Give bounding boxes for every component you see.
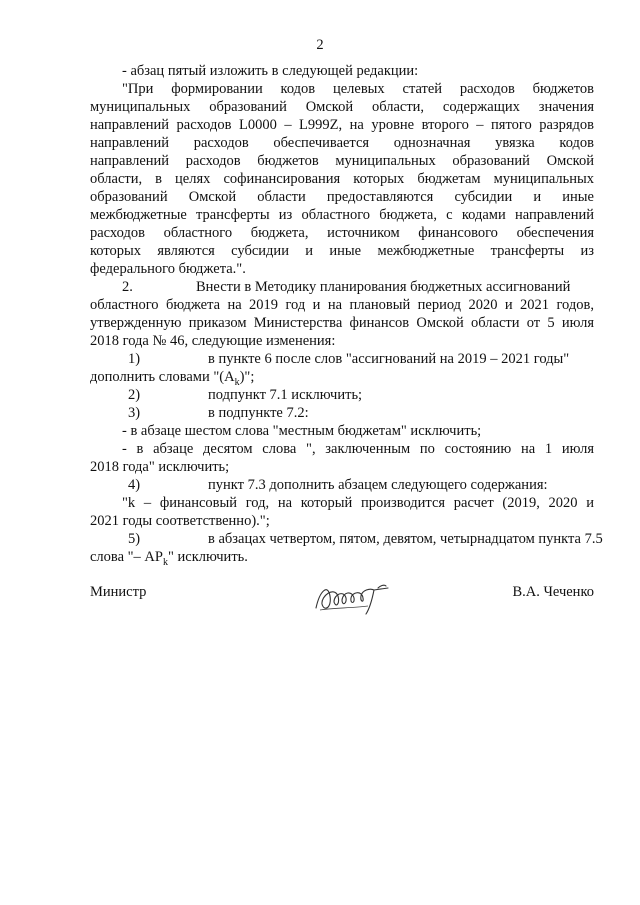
text-line: направлений расходов L0000 – L999Z, на уровне второго – пятого разрядов [90, 117, 594, 133]
text-line: 3) в подпункте 7.2: [90, 404, 594, 422]
text-line: области, в целях софинансирования которых бюджетам муниципальных [90, 171, 594, 187]
text-line: межбюджетные трансферты из областного бюджета, с кодами направлений [90, 207, 594, 223]
text-line: областного бюджета на 2019 год и на плановый период 2020 и 2021 годов, [90, 297, 594, 313]
text-line: - в абзаце десятом слова ", заключенным по состоянию на 1 июля [122, 441, 594, 457]
text-line: направлений расходов бюджетов муниципальных образований Омской [90, 153, 594, 169]
signatory-position: Министр [90, 584, 147, 600]
text-line: которых являются субсидии и иные межбюджетные трансферты из [90, 243, 594, 259]
text-line: - абзац пятый изложить в следующей редакции: [122, 63, 419, 79]
text-line: 2. Внести в Методику планирования бюджетных ассигнований [90, 278, 594, 296]
text-line: образований Омской области предоставляются субсидии и иные [90, 189, 594, 205]
text-line: утвержденную приказом Министерства финансов Омской области от 5 июля [90, 315, 594, 331]
text-line: 2018 года № 46, следующие изменения: [90, 333, 336, 349]
list-marker: 3) [128, 405, 141, 421]
text-line: направлений расходов обеспечивается однозначная увязка кодов [90, 135, 594, 151]
text-line: расходов областного бюджета, источником финансового обеспечения [90, 225, 594, 241]
list-marker: 4) [128, 477, 141, 493]
text-line: муниципальных образований Омской области, содержащих значения [90, 99, 594, 115]
text-line: федерального бюджета.". [90, 261, 246, 277]
text-line: 2021 годы соответственно)."; [90, 513, 270, 529]
list-marker: 2) [128, 387, 141, 403]
text-line: - в абзаце шестом слова "местным бюджетам" исключить; [122, 423, 482, 439]
text-line: "При формировании кодов целевых статей расходов бюджетов [122, 81, 594, 97]
text-line: 4) пункт 7.3 дополнить абзацем следующего содержания: [90, 476, 594, 494]
text-line: "k – финансовый год, на который производится расчет (2019, 2020 и [122, 495, 594, 511]
signatory-name: В.А. Чеченко [512, 584, 594, 600]
page-number: 2 [316, 37, 324, 53]
text-line: 2) подпункт 7.1 исключить; [90, 386, 594, 404]
handwritten-signature [312, 578, 392, 618]
text-line: 5) в абзацах четвертом, пятом, девятом, четырнадцатом пункта 7.5 [90, 530, 594, 548]
list-marker: 1) [128, 351, 141, 367]
text-line: слова "– $AP_k$" исключить. [90, 549, 248, 568]
text-line: 1) в пункте 6 после слов "ассигнований на 2019 – 2021 годы" [90, 350, 594, 368]
text-line: дополнить словами "$(A_k)$"; [90, 369, 255, 388]
list-marker: 2. [122, 279, 133, 295]
list-marker: 5) [128, 531, 141, 547]
text-line: 2018 года" исключить; [90, 459, 230, 475]
